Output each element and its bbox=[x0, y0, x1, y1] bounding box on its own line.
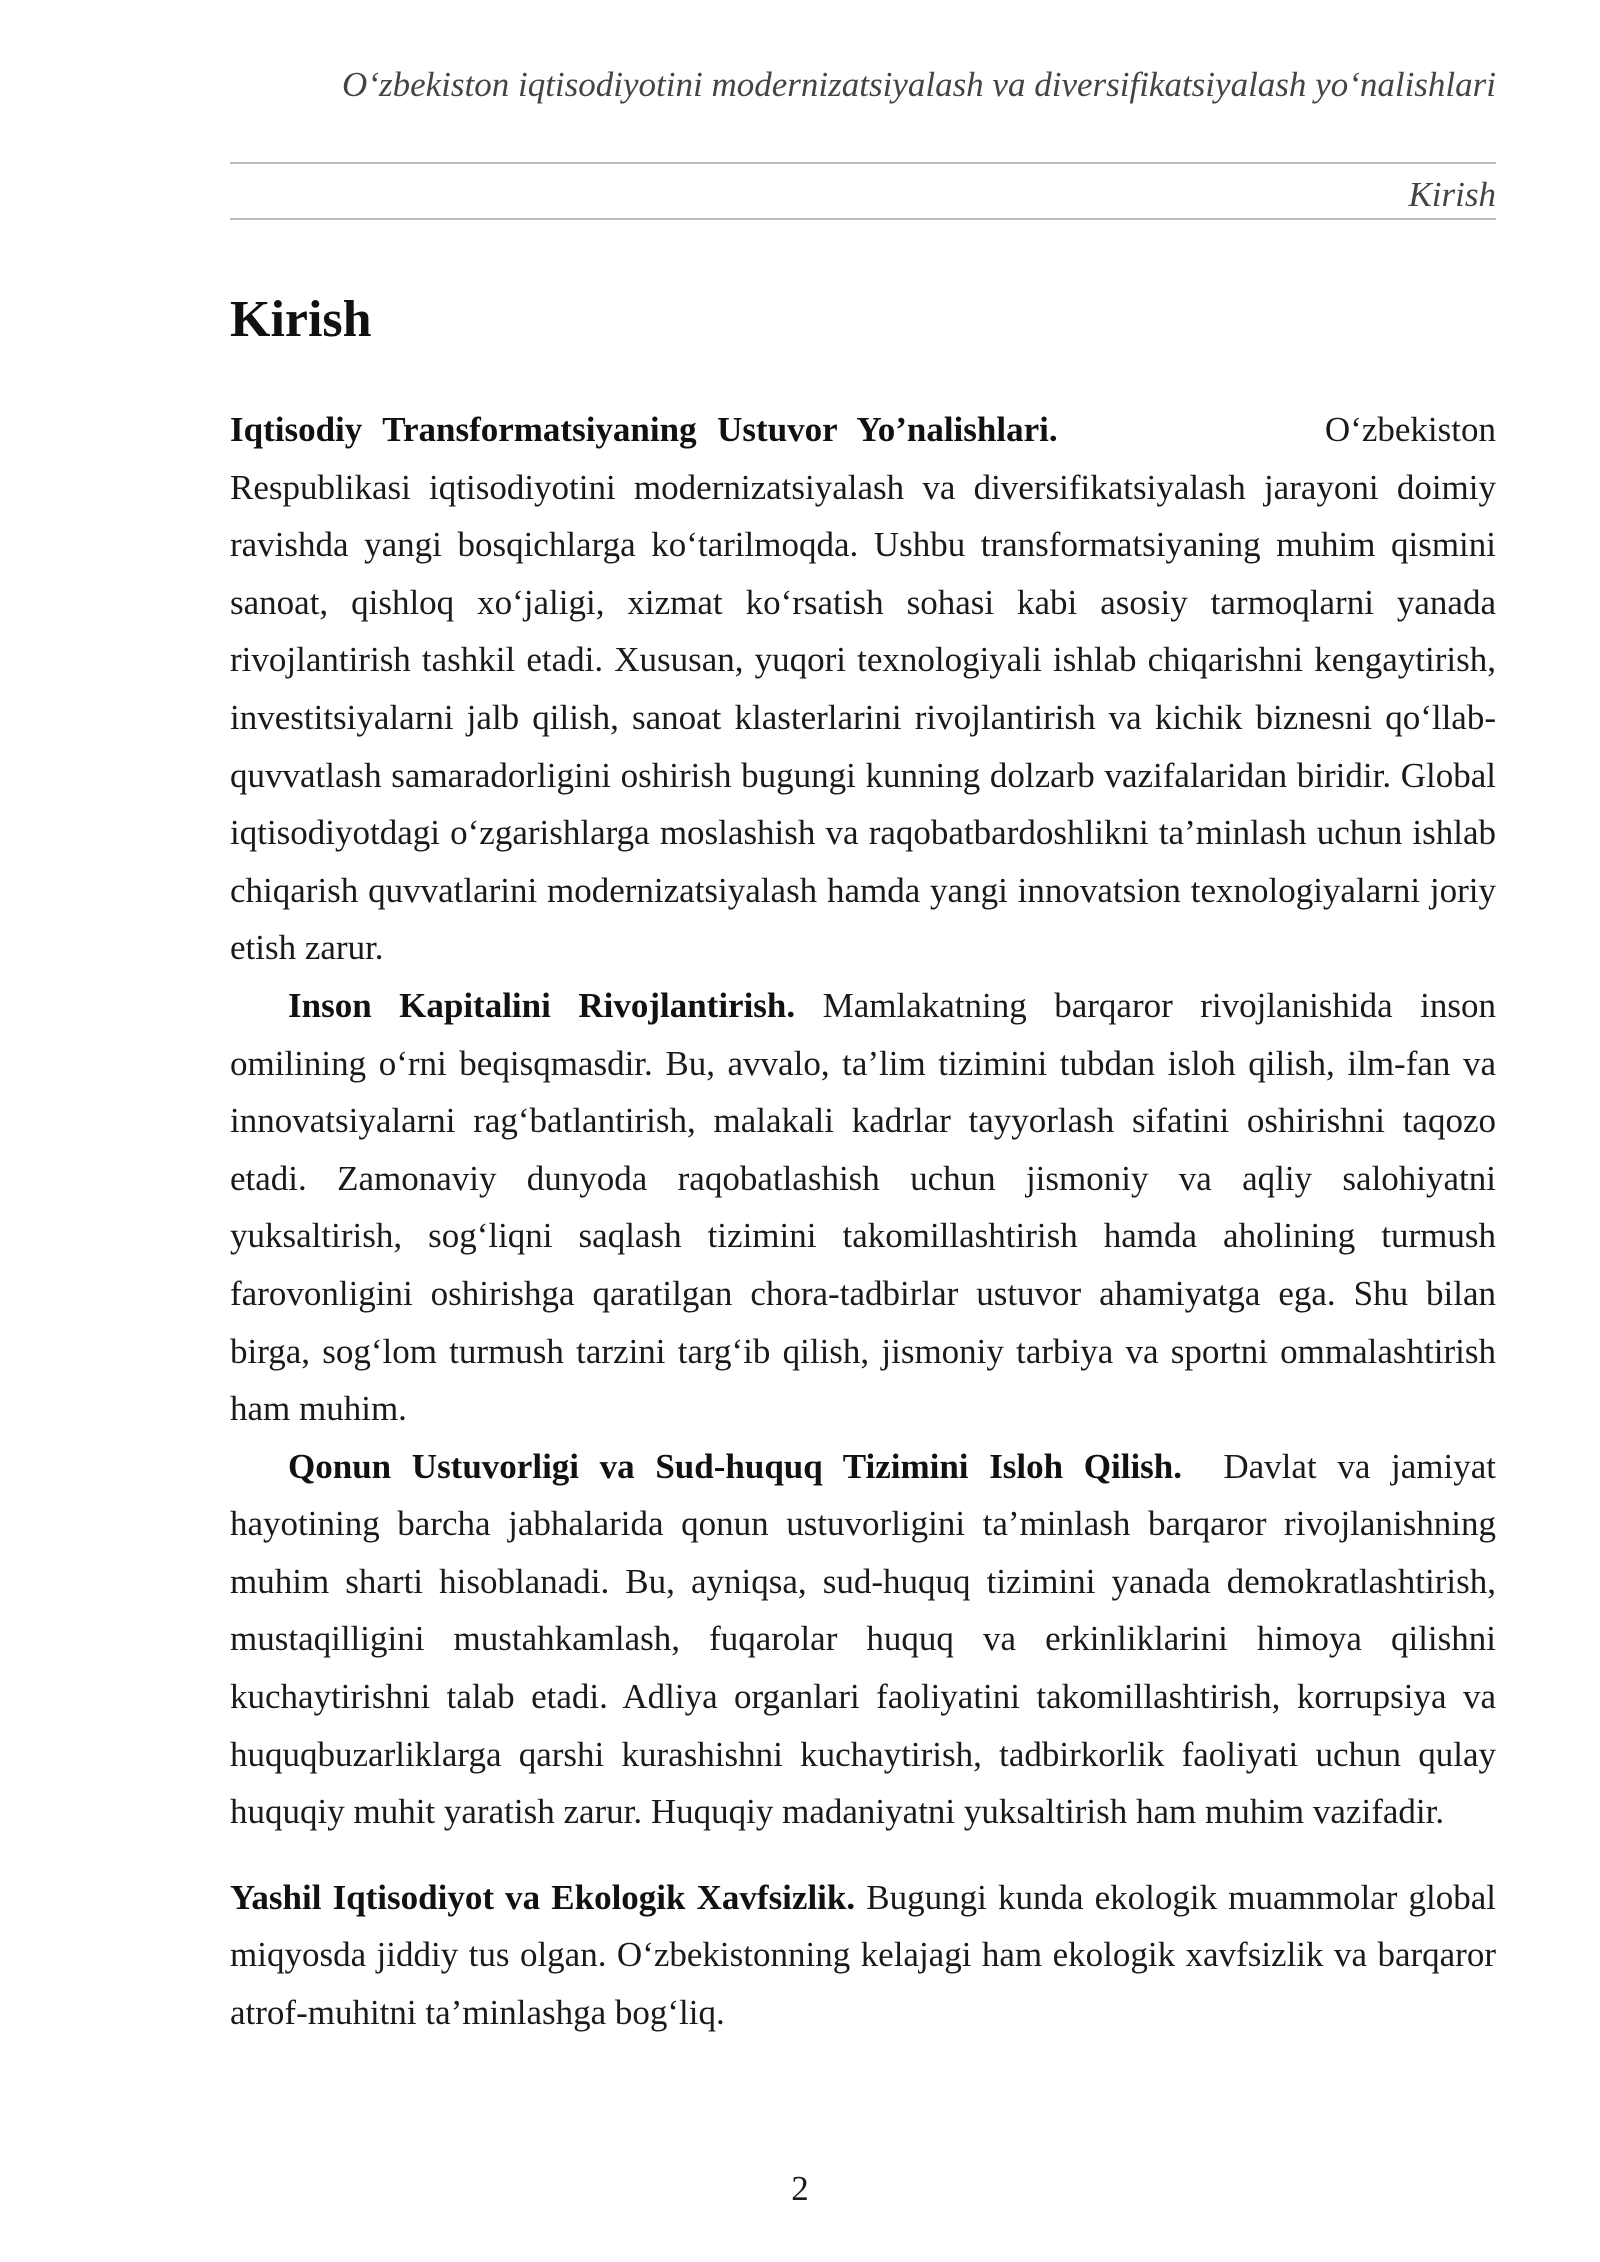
paragraph-text: Davlat va jamiyat hayotining barcha jabhalarida qonun ustuvorligini ta’minlash barqaror rivojlanishning muhim sharti hisoblanadi. Bu, ayniqsa, sud-huquq tizimini yanada demokratlashtirish, mustaqilligini mustahkamlash, fuqarolar huquq va erkinliklarini himoya qilishni kuchaytirishni talab etadi. Adliya organlari faoliyatini takomillashtirish, korrupsiya va huquqbuzarliklarga qarshi kurashishni kuchaytirish, tadbirkorlik faoliyati uchun qulay huquqiy muhit yaratish zarur. Huquqiy madaniyatni yuksaltirish ham muhim vazifadir. bbox=[230, 1446, 1497, 1832]
page-number: 2 bbox=[791, 2169, 809, 2208]
body-text bbox=[230, 401, 1496, 2042]
paragraph-text: Mamlakatning barqaror rivojlanishida inson omilining o‘rni beqisqmasdir. Bu, avvalo, ta’lim tizimini tubdan isloh qilish, ilm-fan va innovatsiyalarni rag‘batlantirish, malakali kadrlar tayyorlash sifatini oshirishni taqozo etadi. Zamonaviy dunyoda raqobatlashish uchun jismoniy va aqliy salohiyatni yuksaltirish, sog‘liqni saqlash tizimini takomillashtirish hamda aholining turmush farovonligini oshirishga qaratilgan chora-tadbirlar ustuvor ahamiyatga ega. Shu bilan birga, sog‘lom turmush tarzini targ‘ib qilish, jismoniy tarbiya va sportni ommalashtirish ham muhim. bbox=[230, 985, 1497, 1429]
paragraph-text: Bugungi kunda ekologik muammolar global miqyosda jiddiy tus olgan. O‘zbekistonning kelajagi ham ekologik xavfsizlik va barqaror atrof-muhitni ta’minlashga bog‘liq. bbox=[230, 1877, 1496, 2033]
paragraph-heading: Qonun Ustuvorligi va Sud-huquq Tizimini Isloh Qilish. bbox=[288, 1446, 1183, 1486]
page-title: Kirish bbox=[230, 291, 372, 348]
paragraph-text: O‘zbekiston Respublikasi iqtisodiyotini modernizatsiyalash va diversifikatsiyalash jarayoni doimiy ravishda yangi bosqichlarga ko‘tarilmoqda. Ushbu transformatsiyaning muhim qismini sanoat, qishloq xo‘jaligi, xizmat ko‘rsatish sohasi kabi asosiy tarmoqlarni yanada rivojlantirish tashkil etadi. Xususan, yuqori texnologiyali ishlab chiqarishni kengaytirish, investitsiyalarni jalb qilish, sanoat klasterlarini rivojlantirish va kichik biznesni qo‘llab-quvvatlash samaradorligini oshirish bugungi kunning dolzarb vazifalaridan biridir. Global iqtisodiyotdagi o‘zgarishlarga moslashish va raqobatbardoshlikni ta’minlash uchun ishlab chiqarish quvvatlarini modernizatsiyalash hamda yangi innovatsion texnologiyalarni joriy etish zarur. bbox=[230, 410, 1496, 968]
paragraph-green-economy bbox=[230, 1869, 1496, 2042]
section-divider bbox=[230, 218, 1496, 220]
running-header: O‘zbekiston iqtisodiyotini modernizatsiyalash va diversifikatsiyalash yo‘nalishlari bbox=[342, 65, 1496, 104]
paragraph-economic-transformation bbox=[230, 401, 1496, 977]
paragraph-rule-of-law bbox=[230, 1438, 1496, 1841]
section-label: Kirish bbox=[1408, 175, 1496, 214]
paragraph-heading: Yashil Iqtisodiyot va Ekologik Xavfsizlik. bbox=[230, 1877, 856, 1917]
paragraph-heading: Inson Kapitalini Rivojlantirish. bbox=[288, 985, 796, 1025]
paragraph-human-capital bbox=[230, 977, 1496, 1438]
header-divider bbox=[230, 162, 1496, 164]
paragraph-heading: Iqtisodiy Transformatsiyaning Ustuvor Yo’nalishlari. bbox=[230, 410, 1058, 449]
